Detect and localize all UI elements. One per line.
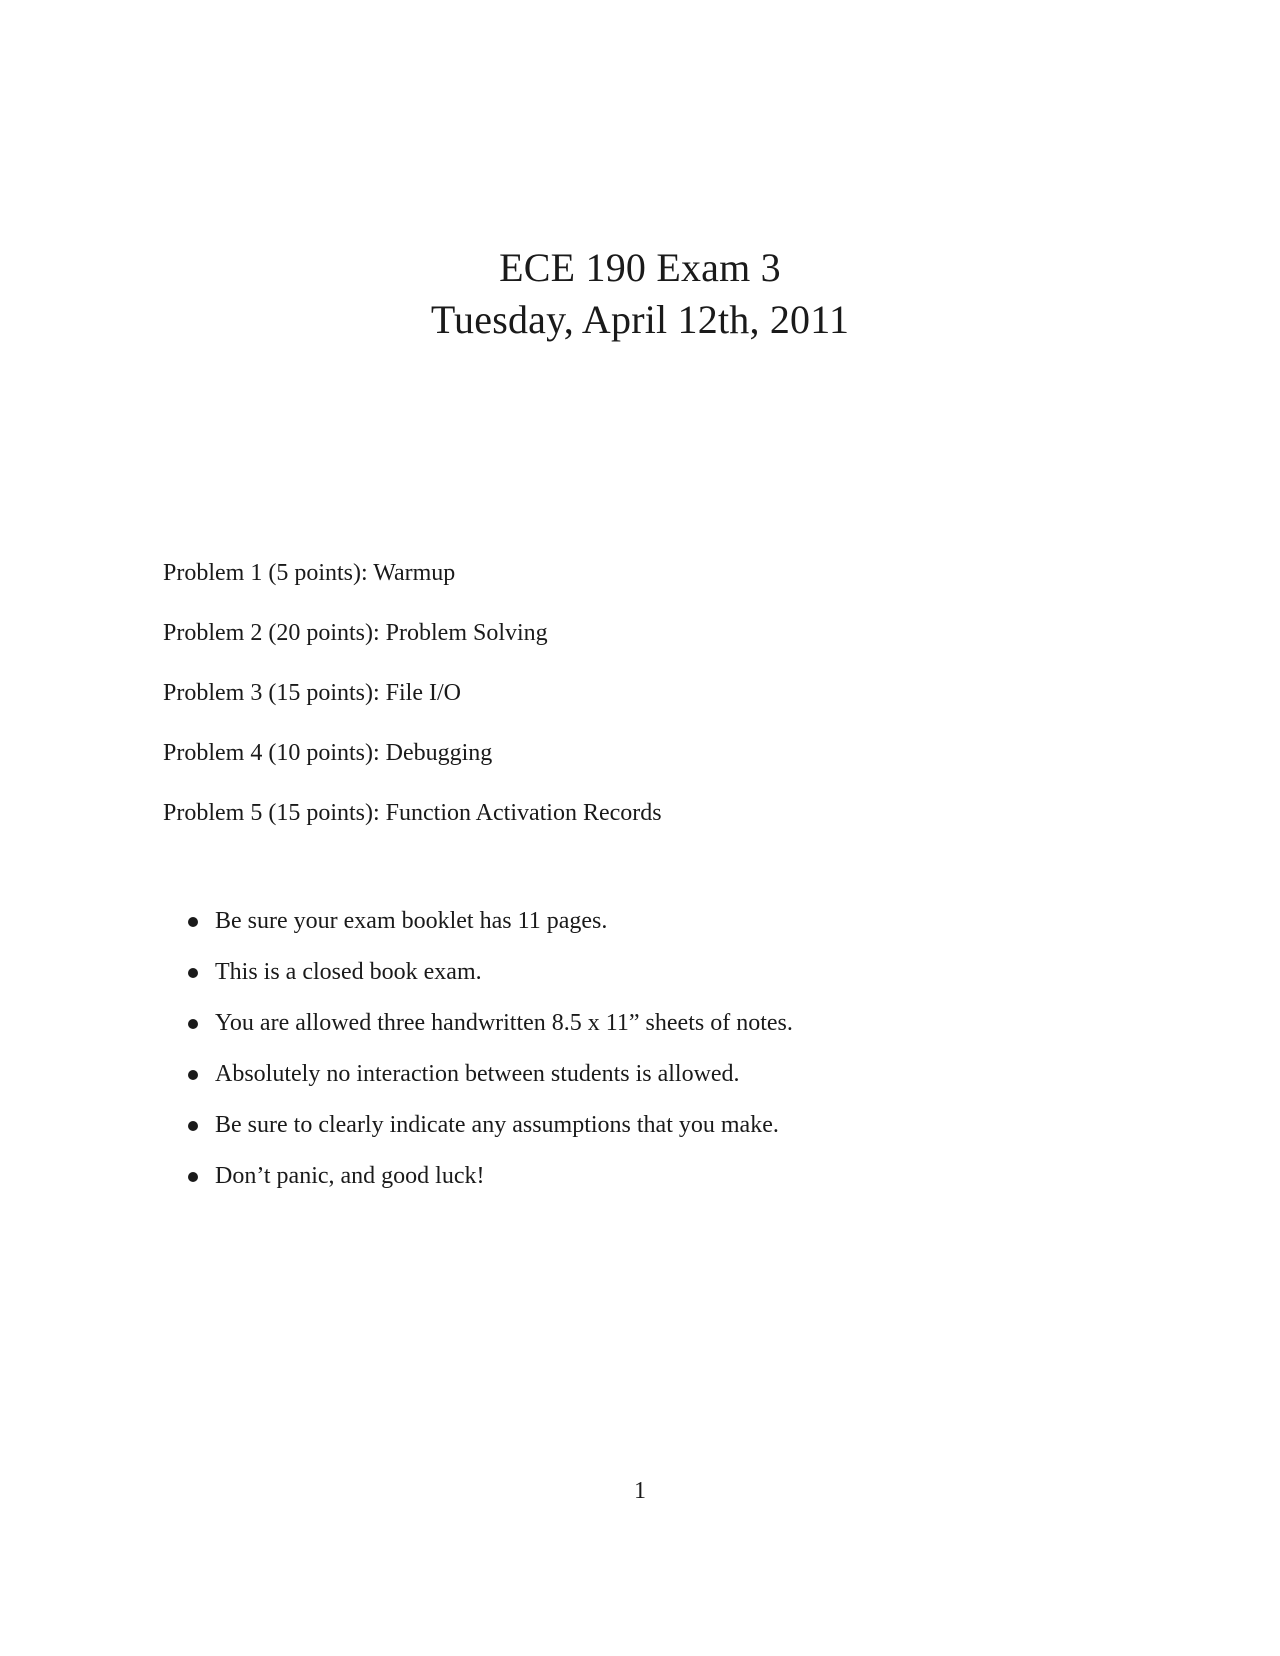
instruction-text: You are allowed three handwritten 8.5 x 11” sheets of notes. bbox=[215, 1010, 793, 1036]
problem-item: Problem 4 (10 points): Debugging bbox=[163, 740, 493, 766]
instruction-item bbox=[185, 1049, 1185, 1100]
title-block bbox=[0, 242, 1280, 346]
bullet-icon bbox=[188, 968, 198, 978]
bullet-icon bbox=[188, 1121, 198, 1131]
page-number: 1 bbox=[634, 1478, 646, 1504]
instruction-item bbox=[185, 947, 1185, 998]
instruction-list bbox=[185, 896, 1185, 1202]
problem-item: Problem 5 (15 points): Function Activation Records bbox=[163, 800, 662, 826]
problem-list bbox=[163, 543, 1163, 843]
instruction-text: Be sure your exam booklet has 11 pages. bbox=[215, 908, 608, 934]
instruction-item bbox=[185, 1151, 1185, 1202]
bullet-icon bbox=[188, 1172, 198, 1182]
exam-date: Tuesday, April 12th, 2011 bbox=[430, 297, 850, 342]
instruction-text: Don’t panic, and good luck! bbox=[215, 1163, 485, 1189]
exam-title: ECE 190 Exam 3 bbox=[499, 245, 781, 290]
bullet-icon bbox=[188, 917, 198, 927]
bullet-icon bbox=[188, 1070, 198, 1080]
instruction-text: Be sure to clearly indicate any assumptions that you make. bbox=[215, 1112, 779, 1138]
problem-item: Problem 2 (20 points): Problem Solving bbox=[163, 620, 548, 646]
problem-item: Problem 1 (5 points): Warmup bbox=[163, 560, 456, 586]
instruction-text: This is a closed book exam. bbox=[215, 959, 482, 985]
instruction-item bbox=[185, 896, 1185, 947]
instruction-item bbox=[185, 1100, 1185, 1151]
problem-item: Problem 3 (15 points): File I/O bbox=[163, 680, 461, 706]
instruction-text: Absolutely no interaction between students is allowed. bbox=[215, 1061, 740, 1087]
instruction-item bbox=[185, 998, 1185, 1049]
bullet-icon bbox=[188, 1019, 198, 1029]
